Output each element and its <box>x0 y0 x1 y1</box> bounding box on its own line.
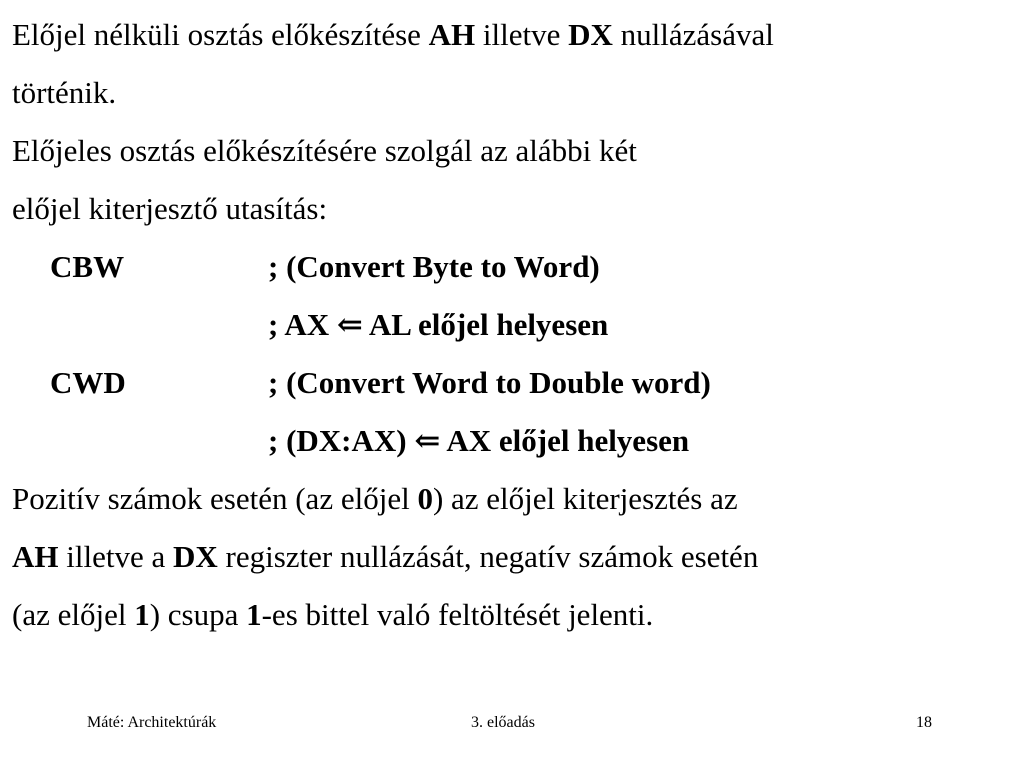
register-dx: DX <box>172 539 218 574</box>
footer-page-number: 18 <box>916 714 932 731</box>
code-line-cbw-effect <box>12 296 1012 354</box>
text-run: regiszter nullázását, negatív számok esetén <box>217 539 759 574</box>
bit-one: 1 <box>246 597 262 632</box>
footer-author: Máté: Architektúrák <box>87 714 217 731</box>
sign-zero: 0 <box>417 481 433 516</box>
text-run: -es bittel való feltöltését jelenti. <box>261 597 654 632</box>
paragraph-3-line-2 <box>12 528 1012 586</box>
code-line-cbw <box>12 238 1012 296</box>
text-run: nullázásával <box>612 17 774 52</box>
text-run: ) csupa <box>149 597 247 632</box>
text-run: ) az előjel kiterjesztés az <box>432 481 738 516</box>
code-comment: ; (Convert Word to Double word) <box>268 365 711 400</box>
mnemonic: CWD <box>50 365 126 400</box>
register-dx: DX <box>568 17 613 52</box>
text-run: illetve <box>475 17 569 52</box>
paragraph-3-line-1 <box>12 470 1012 528</box>
footer-lecture: 3. előadás <box>471 714 535 731</box>
slide-body <box>12 6 1012 644</box>
mnemonic: CBW <box>50 249 125 284</box>
paragraph-2-line-1: Előjeles osztás előkészítésére szolgál az alábbi két <box>12 133 637 168</box>
code-comment: ; (DX:AX) ⇐ AX előjel helyesen <box>268 423 690 458</box>
code-comment: ; AX ⇐ AL előjel helyesen <box>268 307 609 342</box>
paragraph-1-line-2: történik. <box>12 75 117 110</box>
paragraph-3-line-3 <box>12 586 1012 644</box>
paragraph-2-line-2: előjel kiterjesztő utasítás: <box>12 191 328 226</box>
sign-one: 1 <box>134 597 150 632</box>
code-line-cwd <box>12 354 1012 412</box>
register-ah: AH <box>12 539 59 574</box>
text-run: Pozitív számok esetén (az előjel <box>12 481 418 516</box>
text-run: Előjel nélküli osztás előkészítése <box>12 17 429 52</box>
text-run: (az előjel <box>12 597 135 632</box>
code-comment: ; (Convert Byte to Word) <box>268 249 600 284</box>
text-run: illetve a <box>58 539 173 574</box>
code-line-cwd-effect <box>12 412 1012 470</box>
paragraph-1-line-1 <box>12 6 1012 64</box>
register-ah: AH <box>428 17 476 52</box>
